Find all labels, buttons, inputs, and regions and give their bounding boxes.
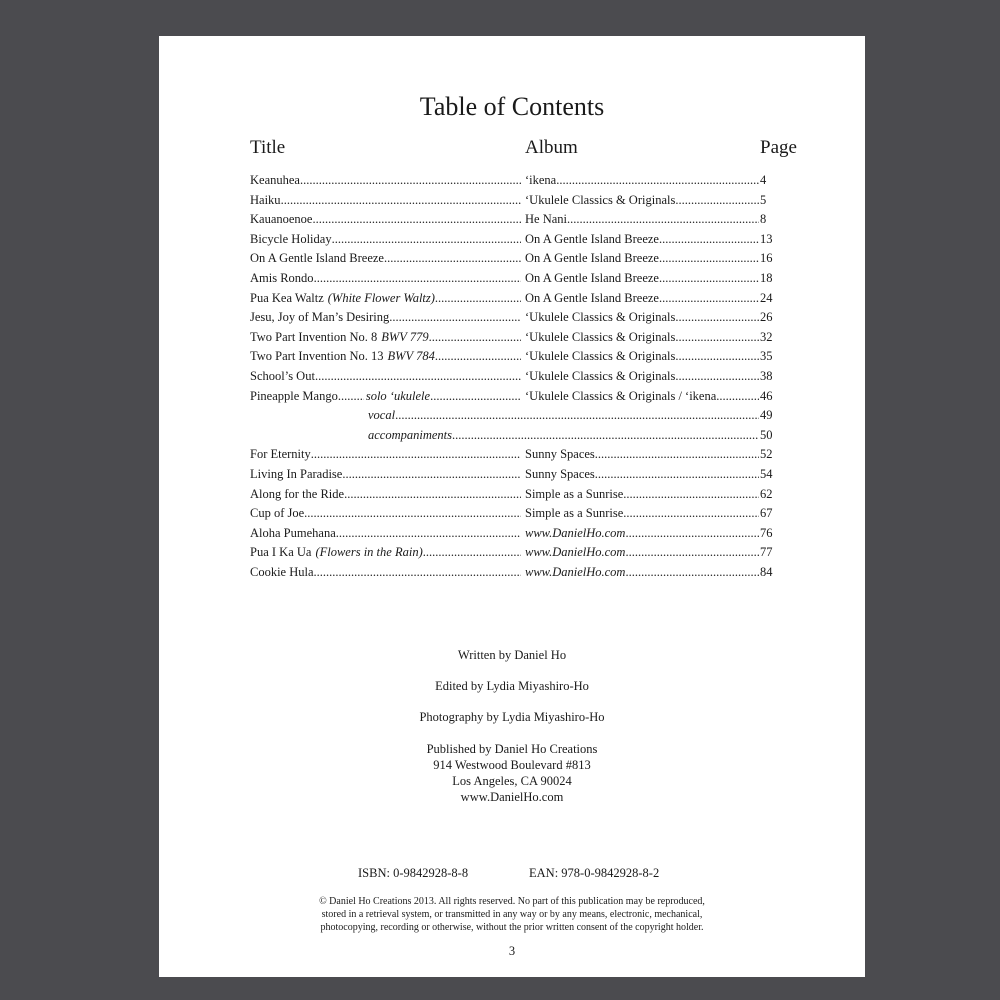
- publisher-line: 914 Westwood Boulevard #813: [433, 758, 591, 772]
- entry-album: ‘Ukulele Classics & Originals: [525, 192, 676, 207]
- toc-entry: [250, 348, 790, 368]
- dot-leader: [659, 290, 759, 306]
- entry-title: Two Part Invention No. 8: [250, 329, 378, 344]
- toc-entry: [250, 446, 790, 466]
- toc-entry: [250, 329, 790, 349]
- entry-page: 67: [760, 506, 773, 521]
- entry-album-cell: [525, 525, 759, 541]
- dot-leader: [675, 368, 759, 384]
- entry-title-note: BWV 779: [381, 329, 429, 344]
- toc-entry: [250, 250, 790, 270]
- dot-leader: [342, 466, 521, 482]
- entry-page: 4: [760, 173, 767, 187]
- entry-album: On A Gentle Island Breeze: [525, 270, 659, 285]
- entry-album: Simple as a Sunrise: [525, 506, 624, 521]
- entry-title-cell: [250, 388, 521, 404]
- entry-album: On A Gentle Island Breeze: [525, 251, 659, 266]
- dot-leader: [314, 564, 521, 580]
- entry-page: 8: [760, 212, 767, 227]
- dot-leader: [304, 505, 521, 521]
- entry-album: ‘Ukulele Classics & Originals: [525, 368, 676, 383]
- toc-entry: [250, 368, 790, 388]
- dot-leader: [623, 486, 759, 502]
- entry-page: 13: [760, 231, 773, 246]
- dot-leader: [395, 407, 759, 423]
- entry-album-cell: [525, 348, 759, 364]
- entry-title: Cup of Joe: [250, 506, 305, 521]
- entry-album: On A Gentle Island Breeze: [525, 231, 659, 246]
- entry-album-cell: [525, 172, 759, 188]
- entry-album: Simple as a Sunrise: [525, 486, 624, 501]
- entry-page: 77: [760, 545, 773, 560]
- entry-page: 18: [760, 270, 773, 285]
- entry-title: Jesu, Joy of Man’s Desiring: [250, 310, 390, 325]
- dot-leader: [389, 309, 521, 325]
- entry-title: Pua I Ka Ua: [250, 545, 312, 560]
- entry-page: 16: [760, 251, 773, 266]
- copyright-line: stored in a retrieval system, or transmitted in any way or by any means, electronic, mechanical,: [321, 909, 703, 920]
- entry-title-cell: [250, 544, 521, 560]
- entry-page: 5: [760, 192, 767, 207]
- toc-entry: [250, 290, 790, 310]
- entry-title-cell: [250, 290, 521, 306]
- toc-entry: [250, 407, 790, 427]
- dot-leader: [429, 329, 521, 345]
- toc-entry: [250, 505, 790, 525]
- entry-album-cell: [525, 486, 759, 502]
- entry-title-cell: [250, 486, 521, 502]
- entry-title: Kauanoenoe: [250, 212, 313, 227]
- dot-leader: [344, 486, 521, 502]
- document-page: [159, 36, 865, 977]
- toc-entry: [250, 544, 790, 564]
- entry-album-cell: [525, 270, 759, 286]
- toc-entry: [250, 172, 790, 192]
- toc-entry: [250, 192, 790, 212]
- entry-album-cell: [525, 466, 759, 482]
- dot-leader: [595, 446, 759, 462]
- entry-title: Keanuhea: [250, 173, 300, 187]
- dot-leader: [659, 250, 759, 266]
- entry-album-cell: [525, 329, 759, 345]
- entry-album: Sunny Spaces: [525, 447, 595, 462]
- entry-title-cell: [250, 446, 521, 462]
- column-header-page: Page: [760, 137, 797, 158]
- publisher-line: Los Angeles, CA 90024: [452, 774, 572, 788]
- entry-page: 52: [760, 447, 773, 462]
- entry-title-cell: [250, 231, 521, 247]
- dot-leader: [675, 329, 759, 345]
- dot-leader: [314, 270, 521, 286]
- entry-page: 32: [760, 329, 773, 344]
- dot-leader: [430, 388, 521, 404]
- dot-leader: [300, 172, 521, 188]
- dot-leader: [625, 525, 759, 541]
- entry-page: 24: [760, 290, 773, 305]
- written-by: Written by Daniel Ho: [457, 648, 567, 662]
- toc-entry: [250, 466, 790, 486]
- entry-title: Cookie Hula: [250, 564, 314, 579]
- toc-entry: [250, 231, 790, 251]
- photography-by: Photography by Lydia Miyashiro-Ho: [419, 710, 605, 724]
- copyright-line: © Daniel Ho Creations 2013. All rights reserved. No part of this publication may be reproduced,: [319, 896, 705, 907]
- entry-title-cell: [250, 250, 521, 266]
- page-title: Table of Contents: [419, 92, 605, 121]
- dot-leader: [625, 564, 759, 580]
- entry-album-cell: [525, 290, 759, 306]
- entry-title: Pineapple Mango: [250, 388, 338, 403]
- entry-title-cell: [250, 564, 521, 580]
- entry-page: 38: [760, 368, 773, 383]
- entry-page: 84: [760, 564, 773, 579]
- entry-title: Along for the Ride: [250, 486, 345, 501]
- entry-page: 54: [760, 466, 773, 481]
- page-number: 3: [508, 944, 516, 958]
- entry-title: Bicycle Holiday: [250, 231, 332, 246]
- entry-title: Living In Paradise: [250, 466, 343, 481]
- entry-title-cell: [250, 466, 521, 482]
- publisher-line: Published by Daniel Ho Creations: [426, 742, 598, 756]
- dot-leader: [556, 172, 759, 188]
- entry-title-cell: [250, 329, 521, 345]
- entry-album-cell: [525, 309, 759, 325]
- entry-album: Sunny Spaces: [525, 466, 595, 481]
- entry-album: ‘ikena: [525, 173, 557, 187]
- entry-album: ‘Ukulele Classics & Originals / ‘ikena: [525, 388, 717, 403]
- entry-album: On A Gentle Island Breeze: [525, 290, 659, 305]
- entry-title-note: (White Flower Waltz): [327, 290, 435, 305]
- dot-leader: [625, 544, 759, 560]
- toc-entry: [250, 564, 790, 584]
- entry-album-cell: [525, 544, 759, 560]
- entry-page: 35: [760, 349, 773, 364]
- entry-title: Aloha Pumehana: [250, 525, 336, 540]
- toc-entry: [250, 388, 790, 408]
- dot-leader: [423, 544, 521, 560]
- entry-title-cell: [250, 348, 521, 364]
- toc-entry: [250, 211, 790, 231]
- dot-leader: [435, 348, 521, 364]
- entry-title-cell: [250, 211, 521, 227]
- entry-subtitle: accompaniments: [368, 427, 453, 442]
- entry-album: He Nani: [525, 212, 567, 227]
- toc-entry: [250, 427, 790, 447]
- entry-album: ‘Ukulele Classics & Originals: [525, 349, 676, 364]
- dot-leader: [336, 525, 521, 541]
- entry-album-cell: [525, 231, 759, 247]
- dot-leader: [332, 231, 521, 247]
- entry-title-note: (Flowers in the Rain): [315, 545, 423, 560]
- entry-album-cell: [525, 564, 759, 580]
- entry-page: 26: [760, 310, 773, 325]
- dot-leader: [675, 348, 759, 364]
- entry-title: Pua Kea Waltz: [250, 290, 324, 305]
- entry-album-cell: [525, 446, 759, 462]
- entry-title: For Eternity: [250, 447, 311, 462]
- dot-leader: [675, 192, 759, 208]
- publisher-line: www.DanielHo.com: [460, 790, 564, 804]
- dot-leader: [312, 211, 521, 227]
- entry-album: www.DanielHo.com: [525, 564, 626, 579]
- entry-title-cell: [250, 368, 521, 384]
- dot-leader: [311, 446, 521, 462]
- entry-album-cell: [525, 388, 759, 404]
- dot-leader: [675, 309, 759, 325]
- entry-album: www.DanielHo.com: [525, 525, 626, 540]
- copyright-notice: [159, 895, 865, 934]
- dot-leader: [281, 192, 521, 208]
- column-header-album: Album: [525, 137, 578, 158]
- copyright-line: photocopying, recording or otherwise, without the prior written consent of the copyright holder.: [320, 922, 704, 933]
- entry-album: www.DanielHo.com: [525, 545, 626, 560]
- entry-page: 62: [760, 486, 773, 501]
- dot-leader: [716, 388, 759, 404]
- entry-title: Haiku: [250, 192, 281, 207]
- toc-entry: [250, 486, 790, 506]
- entry-title-cell: [250, 192, 521, 208]
- entry-title-cell: [250, 525, 521, 541]
- entry-title-cell: [250, 172, 521, 188]
- edited-by: Edited by Lydia Miyashiro-Ho: [435, 679, 589, 693]
- ean: EAN: 978-0-9842928-8-2: [529, 866, 660, 880]
- entry-subtitle: vocal: [368, 408, 396, 423]
- entry-title: Two Part Invention No. 13: [250, 349, 384, 364]
- dot-leader: [659, 270, 759, 286]
- toc-entry: [250, 270, 790, 290]
- isbn: ISBN: 0-9842928-8-8: [358, 866, 469, 880]
- dot-leader: [659, 231, 759, 247]
- entry-title-cell: [250, 309, 521, 325]
- dot-leader: [623, 505, 759, 521]
- entry-album: ‘Ukulele Classics & Originals: [525, 329, 676, 344]
- dot-leader: [435, 290, 521, 306]
- entry-page: 46: [760, 388, 773, 403]
- dot-leader: [595, 466, 759, 482]
- entry-album-cell: [525, 192, 759, 208]
- column-header-title: Title: [250, 137, 286, 158]
- entry-title: On A Gentle Island Breeze: [250, 251, 384, 266]
- dot-leader: [338, 388, 364, 404]
- entry-page: 50: [760, 427, 773, 442]
- entry-sub-cell: [368, 407, 759, 423]
- dot-leader: [567, 211, 759, 227]
- entry-album-cell: [525, 368, 759, 384]
- toc-list: [250, 172, 790, 583]
- toc-entry: [250, 309, 790, 329]
- entry-page: 49: [760, 408, 773, 423]
- entry-title: Amis Rondo: [250, 270, 314, 285]
- dot-leader: [315, 368, 521, 384]
- entry-title-cell: [250, 270, 521, 286]
- dot-leader: [452, 427, 759, 443]
- entry-title: School’s Out: [250, 368, 315, 383]
- publisher-info: [159, 741, 865, 805]
- entry-album-cell: [525, 211, 759, 227]
- entry-album: ‘Ukulele Classics & Originals: [525, 310, 676, 325]
- toc-entry: [250, 525, 790, 545]
- entry-title-cell: [250, 505, 521, 521]
- entry-page: 76: [760, 525, 773, 540]
- entry-subtitle: solo ‘ukulele: [365, 388, 431, 403]
- entry-album-cell: [525, 505, 759, 521]
- dot-leader: [384, 250, 521, 266]
- entry-album-cell: [525, 250, 759, 266]
- entry-title-note: BWV 784: [387, 349, 435, 364]
- entry-sub-cell: [368, 427, 759, 443]
